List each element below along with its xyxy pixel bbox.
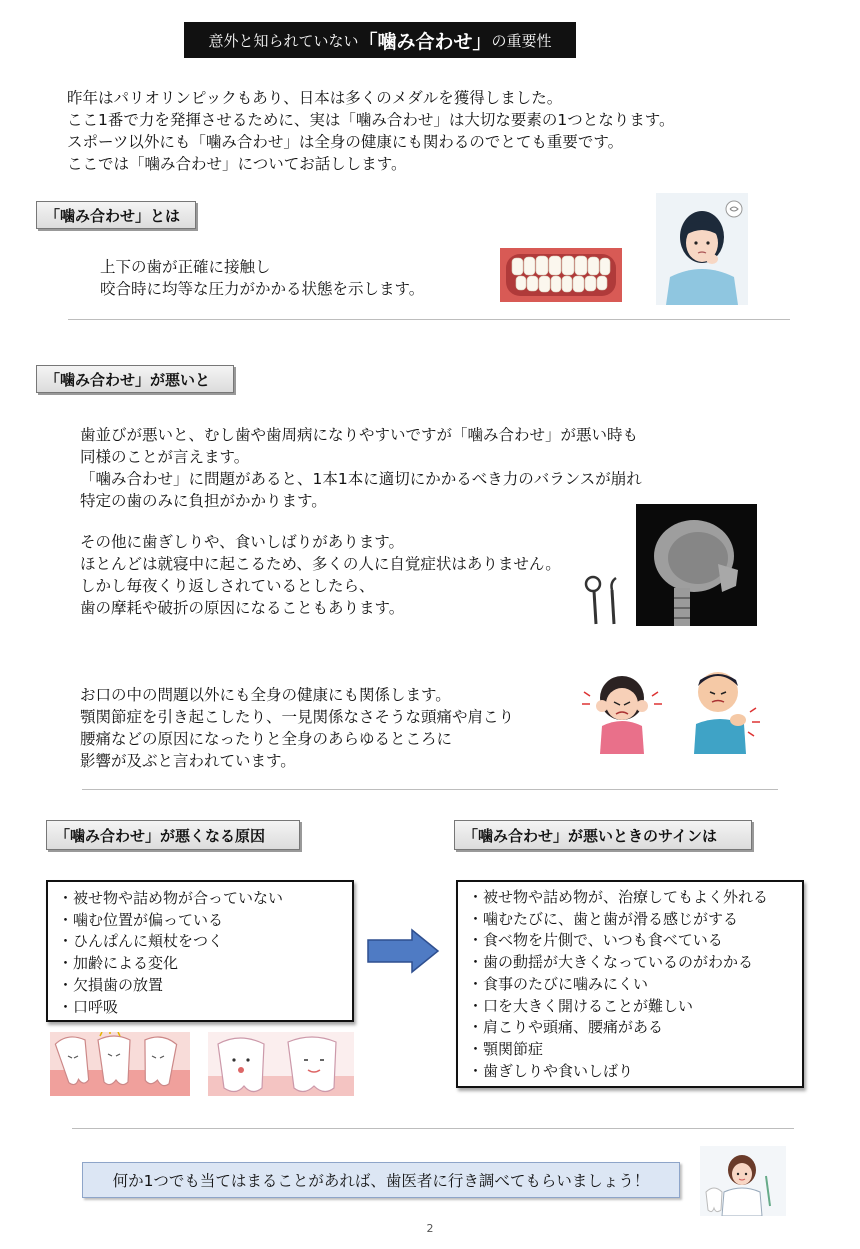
cause-item: ・欠損歯の放置	[58, 975, 164, 994]
intro-line: スポーツ以外にも「噛み合わせ」は全身の健康にも関わるのでとても重要です。	[67, 133, 624, 151]
page-title	[184, 22, 576, 58]
sign-item: ・口を大きく開けることが難しい	[468, 996, 694, 1015]
cause-item: ・ひんぱんに頬杖をつく	[58, 932, 224, 951]
section-what-is-label: 「噛み合わせ」とは	[36, 201, 196, 229]
call-to-action-banner: 何か1つでも当てはまることがあれば、歯医者に行き調べてもらいましょう！	[82, 1162, 680, 1198]
sign-item: ・歯ぎしりや食いしばり	[468, 1061, 634, 1080]
text-line: 腰痛などの原因になったりと全身のあらゆるところに	[80, 730, 453, 748]
text-line: お口の中の問題以外にも全身の健康にも関係します。	[80, 686, 451, 704]
page-number: 2	[426, 1222, 434, 1235]
intro-line: ここ1番で力を発揮させるために、実は「噛み合わせ」は大切な要素の1つとなります。	[67, 111, 675, 129]
text-line: 影響が及ぶと言われています。	[80, 752, 296, 770]
definition-line: 上下の歯が正確に接触し	[100, 258, 271, 276]
title-emphasis: 「噛み合わせ」	[358, 30, 492, 53]
title-prefix: 意外と知られていない	[208, 31, 359, 50]
intro-paragraph	[67, 87, 675, 175]
teeth-illustration	[500, 248, 622, 302]
sign-item: ・肩こりや頭痛、腰痛がある	[468, 1018, 664, 1037]
dental-tools-icon	[582, 574, 626, 626]
xray-skull-illustration	[636, 504, 757, 626]
text-line: 歯の摩耗や破折の原因になることもあります。	[80, 599, 405, 617]
text-line: 「噛み合わせ」に問題があると、1本1本に適切にかかるべき力のバランスが崩れ	[80, 470, 642, 488]
crowded-teeth-illustration	[50, 1032, 190, 1096]
text-line: ほとんどは就寝中に起こるため、多くの人に自覚症状はありません。	[80, 555, 561, 573]
text-line: しかし毎夜くり返しされているとしたら、	[80, 577, 375, 595]
intro-line: ここでは「噛み合わせ」についてお話しします。	[67, 155, 407, 173]
text-line: 特定の歯のみに負担がかかります。	[80, 492, 327, 510]
cause-item: ・加齢による変化	[58, 954, 179, 973]
text-line: 歯並びが悪いと、むし歯や歯周病になりやすいですが「噛み合わせ」が悪い時も	[80, 426, 639, 444]
signs-label: 「噛み合わせ」が悪いときのサインは	[454, 820, 752, 850]
smiling-teeth-illustration	[208, 1032, 354, 1096]
section-what-is-text	[100, 256, 424, 300]
bad-bite-paragraph-1	[80, 424, 642, 512]
signs-list-box	[456, 880, 804, 1088]
shoulder-pain-boy-illustration	[684, 662, 764, 754]
sign-item: ・歯の動揺が大きくなっているのがわかる	[468, 953, 754, 972]
section-bad-bite-label: 「噛み合わせ」が悪いと	[36, 365, 234, 393]
cause-item: ・口呼吸	[58, 997, 119, 1016]
sign-item: ・噛むたびに、歯と歯が滑る感じがする	[468, 909, 739, 928]
headache-girl-illustration	[578, 662, 666, 754]
dentist-illustration	[700, 1146, 786, 1216]
text-line: 顎関節症を引き起こしたり、一見関係なさそうな頭痛や肩こり	[80, 708, 515, 726]
sign-item: ・顎関節症	[468, 1039, 544, 1058]
worried-woman-illustration	[656, 193, 748, 305]
sign-item: ・食べ物を片側で、いつも食べている	[468, 931, 723, 950]
text-line: 同様のことが言えます。	[80, 448, 250, 466]
intro-line: 昨年はパリオリンピックもあり、日本は多くのメダルを獲得しました。	[67, 89, 563, 107]
arrow-right-icon	[366, 928, 440, 974]
cause-item: ・被せ物や詰め物が合っていない	[58, 889, 284, 907]
text-line: その他に歯ぎしりや、食いしばりがあります。	[80, 533, 404, 551]
divider	[68, 319, 790, 320]
cause-item: ・噛む位置が偏っている	[58, 910, 224, 929]
divider	[82, 789, 778, 790]
causes-label: 「噛み合わせ」が悪くなる原因	[46, 820, 300, 850]
sign-item: ・食事のたびに噛みにくい	[468, 974, 649, 993]
divider	[72, 1128, 794, 1129]
title-suffix: の重要性	[491, 31, 552, 50]
causes-list-box	[46, 880, 354, 1022]
bad-bite-paragraph-2	[80, 531, 561, 619]
sign-item: ・被せ物や詰め物が、治療してもよく外れる	[468, 888, 769, 906]
bad-bite-paragraph-3	[80, 684, 514, 772]
definition-line: 咬合時に均等な圧力がかかる状態を示します。	[100, 280, 425, 298]
